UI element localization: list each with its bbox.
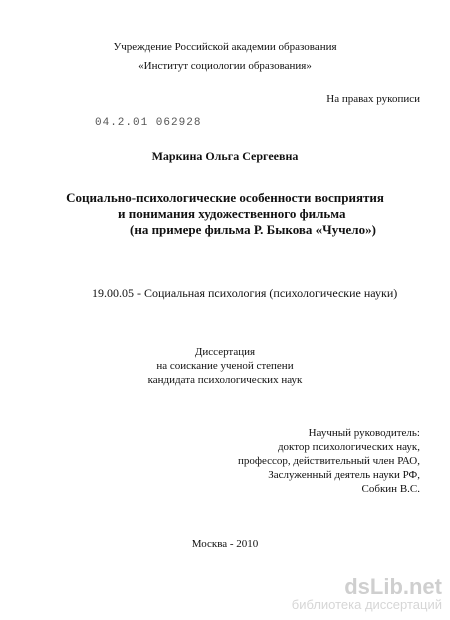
thesis-title-line-3: (на примере фильма Р. Быкова «Чучело») [130, 222, 376, 237]
manuscript-rights-note: На правах рукописи [326, 93, 420, 105]
watermark-subtitle: библиотека диссертаций [291, 597, 442, 612]
supervisor-degree: доктор психологических наук, [277, 441, 420, 453]
specialty-code: 19.00.05 - Социальная психология (психологические науки) [92, 286, 398, 300]
city-year: Москва - 2010 [191, 538, 259, 550]
supervisor-name: Собкин В.С. [361, 483, 420, 495]
library-stamp: 04.2.01 062928 [95, 117, 202, 129]
watermark-logo: dsLib.net [344, 574, 442, 599]
supervisor-title: профессор, действительный член РАО, [237, 455, 420, 467]
institution-line-1: Учреждение Российской академии образования [113, 41, 337, 53]
degree-field-line: кандидата психологических наук [147, 374, 303, 386]
degree-line: на соискание ученой степени [156, 360, 294, 372]
thesis-title-line-1: Социально-психологические особенности восприятия [66, 190, 384, 205]
institution-line-2: «Институт социологии образования» [138, 60, 312, 72]
supervisor-honor: Заслуженный деятель науки РФ, [268, 469, 420, 481]
thesis-title-line-2: и понимания художественного фильма [118, 206, 346, 221]
dissertation-label: Диссертация [194, 346, 256, 358]
supervisor-heading: Научный руководитель: [308, 427, 420, 439]
author-name: Маркина Ольга Сергеевна [151, 149, 299, 163]
